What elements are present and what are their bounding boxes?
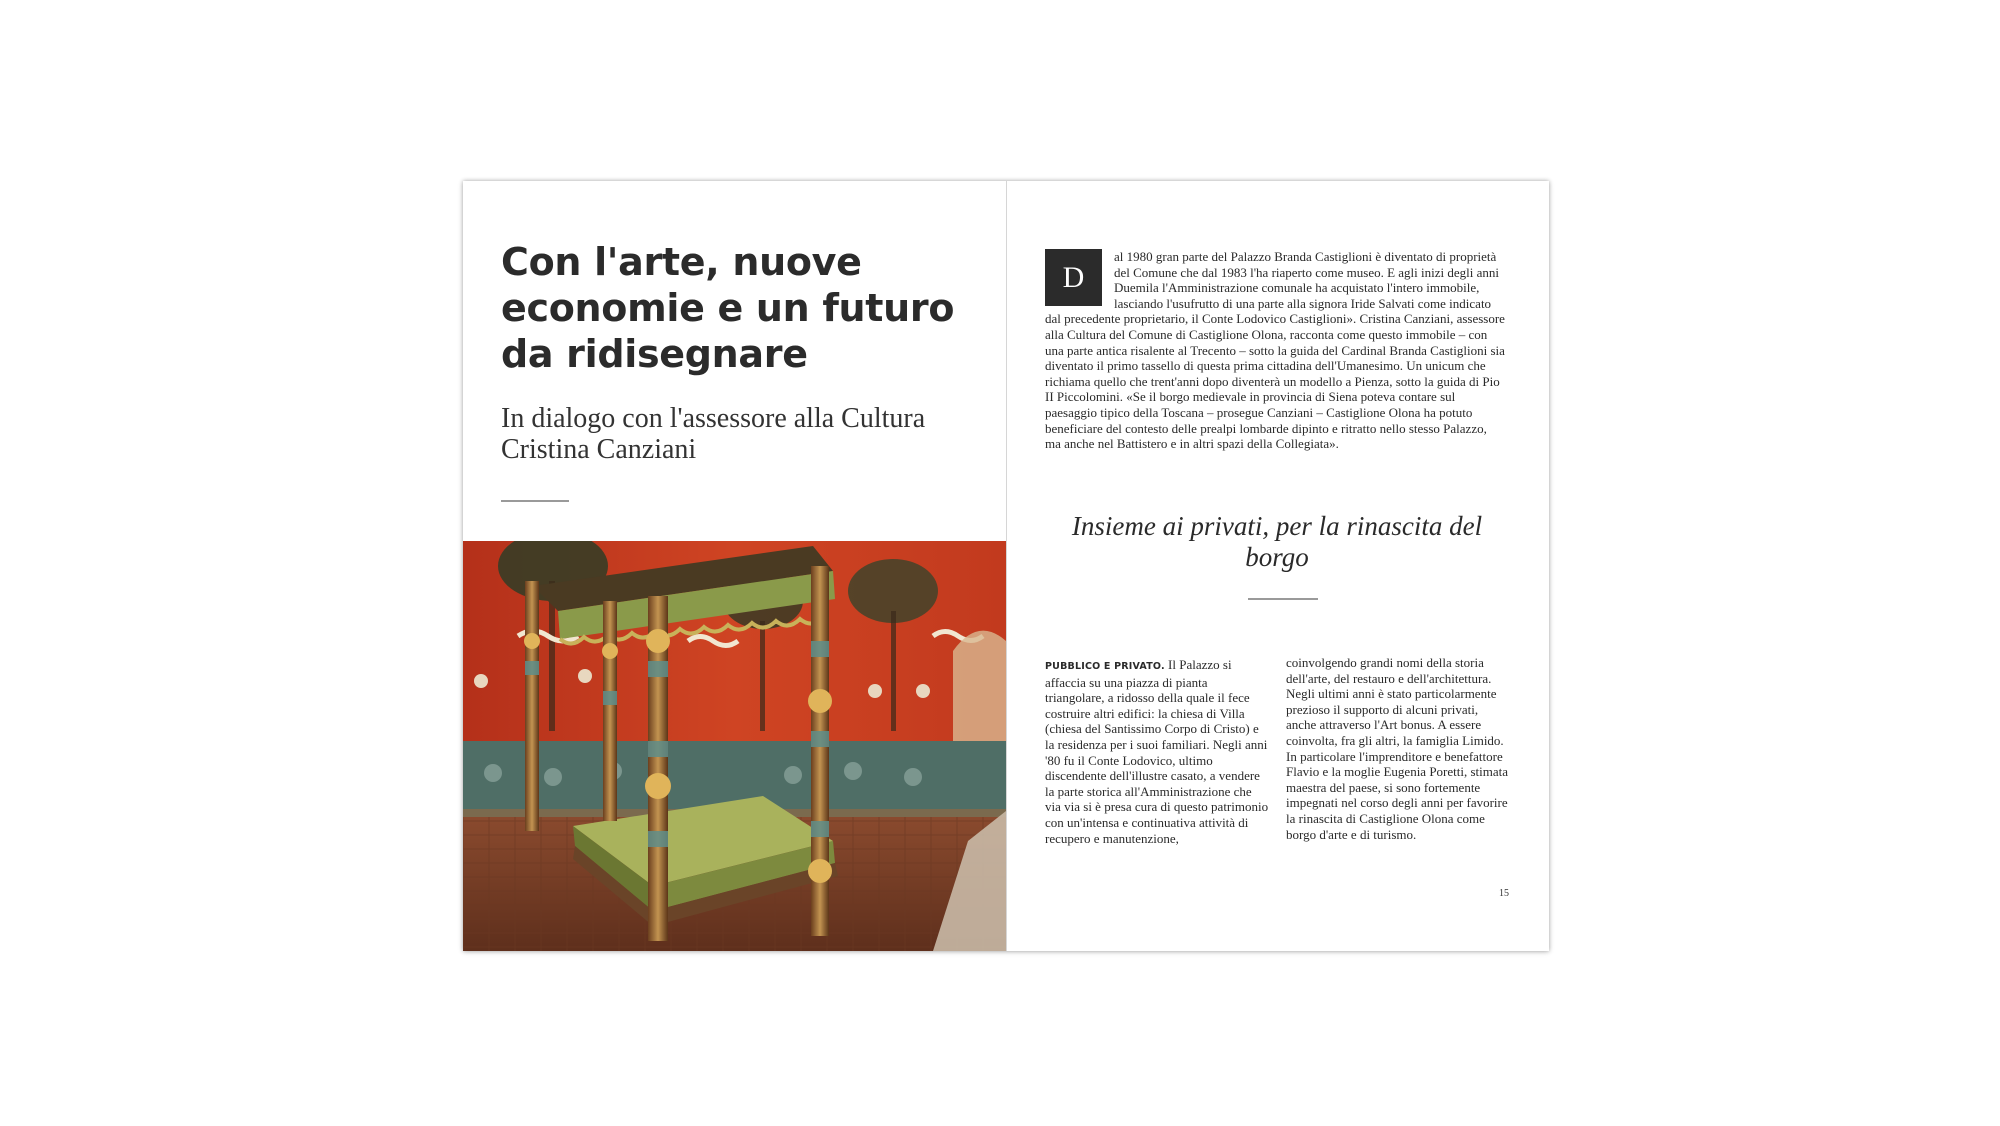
intro-text: al 1980 gran parte del Palazzo Branda Castiglioni è diventato di proprietà del Comune che dal 1983 l'ha riaperto come museo. E agli inizi degli anni Duemila l'Amministrazione comunale ha acquistato l'intero immobile, lasciando l'usufrutto di una parte alla signora Iride Salvati come indicato dal precedente proprietario, il Conte Lodovico Castiglioni». Cristina Canziani, assessore alla Cultura del Comune di Castiglione Olona, racconta come questo immobile – con una parte antica risalente al Trecento – sotto la guida del Cardinal Branda Castiglioni sia diventato il primo tassello di questa prima cittadina dell'Umanesimo. Un unicum che richiama quello che trent'anni dopo diventerà un modello a Pienza, sotto la guida di Pio II Piccolomini. «Se il borgo medievale in provincia di Siena poteva contare sul paesaggio tipico della Toscana – prosegue Canziani – Castiglione Olona ha potuto beneficiare del contesto delle prealpi lombarde dipinto e ritratto nello stesso Palazzo, ma anche nel Battistero e in altri spazi della Collegiata». <box>1045 249 1505 452</box>
section-lead: PUBBLICO E PRIVATO. <box>1045 661 1165 672</box>
quote-divider <box>1248 598 1318 600</box>
pull-quote: Insieme ai privati, per la rinascita del borgo <box>1071 511 1483 572</box>
column-2-text: coinvolgendo grandi nomi della storia dell'arte, del restauro e dell'architettura. Negli ultimi anni è stato particolarmente prezioso il supporto di alcuni privati, anche attraverso l'Art bonus. A essere coinvolta, fra gli altri, la famiglia Limido. In particolare l'imprenditore e benefattore Flavio e la moglie Eugenia Poretti, stimata maestra del paese, si sono fortemente impegnati nel corso degli anni per favorire la rinascita di Castiglione Olona come borgo d'arte e di turismo. <box>1286 655 1509 842</box>
intro-paragraph <box>1045 249 1505 452</box>
article-title: Con l'arte, nuove economie e un futuro da ridisegnare <box>501 240 955 376</box>
painted-trunk <box>760 621 765 731</box>
painted-putto <box>474 674 488 688</box>
column-1-text: Il Palazzo si affaccia su una piazza di pianta triangolare, a ridosso della quale il fece costruire altri edifici: la chiesa di Villa (chiesa del Santissimo Corpo di Cristo) e la residenza per i suoi familiari. Negli anni '80 fu il Conte Lodovico, ultimo discendente dell'illustre casato, a vendere la parte storica all'Amministrazione che via via si è presa cura di questo patrimonio con un'intensa e continuativa attività di recupero e manutenzione, <box>1045 657 1269 846</box>
page-number: 15 <box>1499 888 1509 899</box>
right-page <box>1007 181 1549 951</box>
article-subtitle: In dialogo con l'assessore alla Cultura Cristina Canziani <box>501 403 926 465</box>
bed-post <box>603 601 617 821</box>
painted-putto <box>578 669 592 683</box>
title-divider <box>501 500 569 502</box>
painted-putto <box>868 684 882 698</box>
canopy-bed-photo <box>463 541 1006 951</box>
body-column-1 <box>1045 657 1270 846</box>
drop-cap: D <box>1045 249 1102 306</box>
painted-trunk <box>891 611 896 731</box>
bed-post <box>525 581 539 831</box>
left-page <box>463 181 1006 951</box>
body-column-2 <box>1286 655 1511 842</box>
painted-putto <box>916 684 930 698</box>
arch-doorway <box>953 631 1006 741</box>
magazine-spread <box>463 181 1549 951</box>
